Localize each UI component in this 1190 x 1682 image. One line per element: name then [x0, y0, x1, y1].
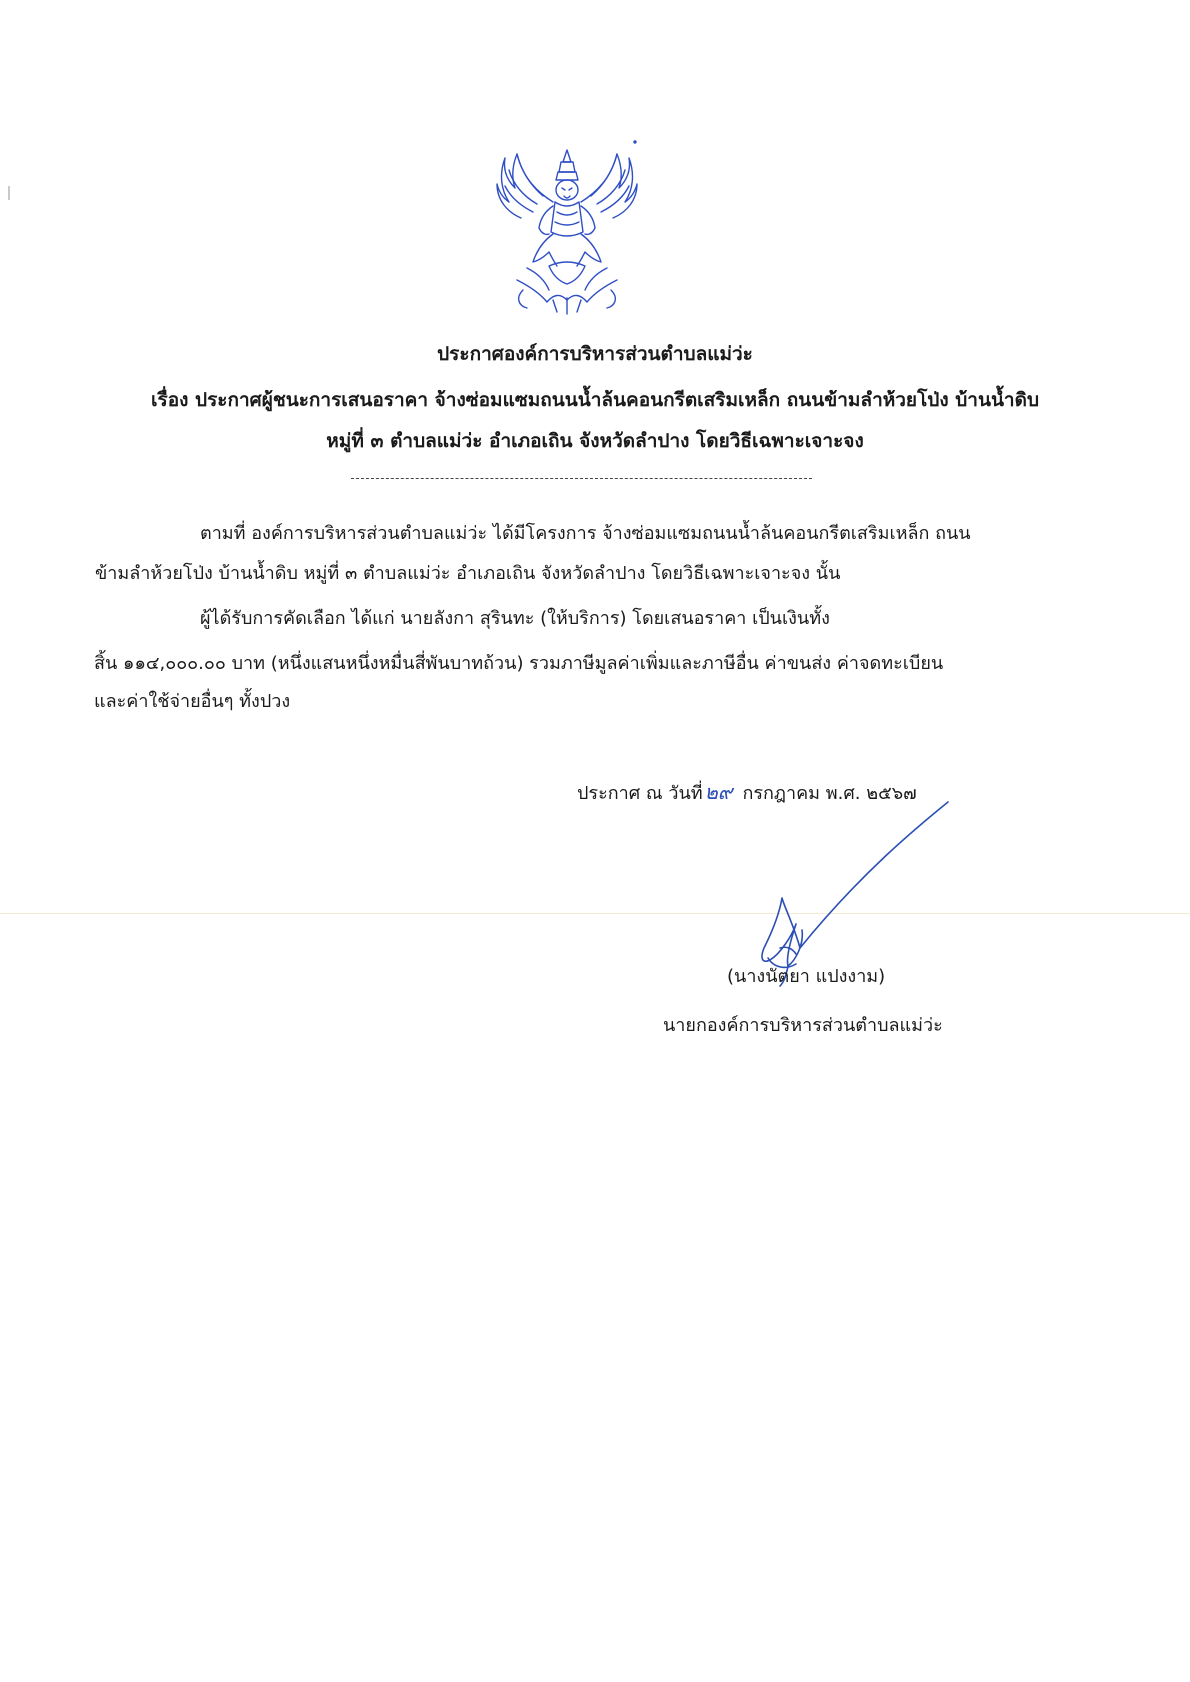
date-month-year: กรกฎาคม พ.ศ. ๒๕๖๗: [742, 783, 917, 804]
handwritten-day: ๒๙: [704, 780, 733, 804]
body-paragraph-line: ตามที่ องค์การบริหารส่วนตำบลแม่ว่ะ ได้มีโครงการ จ้างซ่อมแซมถนนน้ำล้นคอนกรีตเสริมเหล็ก ถนน: [200, 523, 971, 544]
handwritten-signature: [740, 798, 960, 988]
signatory-title: นายกองค์การบริหารส่วนตำบลแม่ว่ะ: [663, 1015, 943, 1036]
date-prefix: ประกาศ ณ วันที่: [577, 783, 703, 804]
body-paragraph-line: และค่าใช้จ่ายอื่นๆ ทั้งปวง: [94, 691, 291, 712]
announcement-title: ประกาศองค์การบริหารส่วนตำบลแม่ว่ะ: [437, 343, 753, 365]
garuda-emblem-icon: [487, 140, 647, 318]
signatory-name: (นางนัตยา แปงงาม): [727, 966, 886, 987]
fold-line: [0, 913, 1190, 914]
body-paragraph-line: สิ้น ๑๑๔,๐๐๐.๐๐ บาท (หนึ่งแสนหนึ่งหมื่นสี่พันบาทถ้วน) รวมภาษีมูลค่าเพิ่มและภาษีอื่น ค่าขนส่ง ค่าจดทะเบียน: [94, 653, 944, 674]
announcement-subject-continued: หมู่ที่ ๓ ตำบลแม่ว่ะ อำเภอเถิน จังหวัดลำปาง โดยวิธีเฉพาะเจาะจง: [326, 430, 864, 452]
heading-divider: [351, 478, 812, 479]
announcement-subject: เรื่อง ประกาศผู้ชนะการเสนอราคา จ้างซ่อมแซมถนนน้ำล้นคอนกรีตเสริมเหล็ก ถนนข้ามลำห้วยโป่ง บ้านน้ำดิบ: [151, 389, 1039, 411]
scan-edge-mark: [8, 186, 10, 200]
body-paragraph-line: ผู้ได้รับการคัดเลือก ได้แก่ นายลังกา สุรินทะ (ให้บริการ) โดยเสนอราคา เป็นเงินทั้ง: [200, 608, 830, 629]
body-paragraph-line: ข้ามลำห้วยโป่ง บ้านน้ำดิบ หมู่ที่ ๓ ตำบลแม่ว่ะ อำเภอเถิน จังหวัดลำปาง โดยวิธีเฉพาะเจาะจง นั้น: [95, 563, 841, 584]
